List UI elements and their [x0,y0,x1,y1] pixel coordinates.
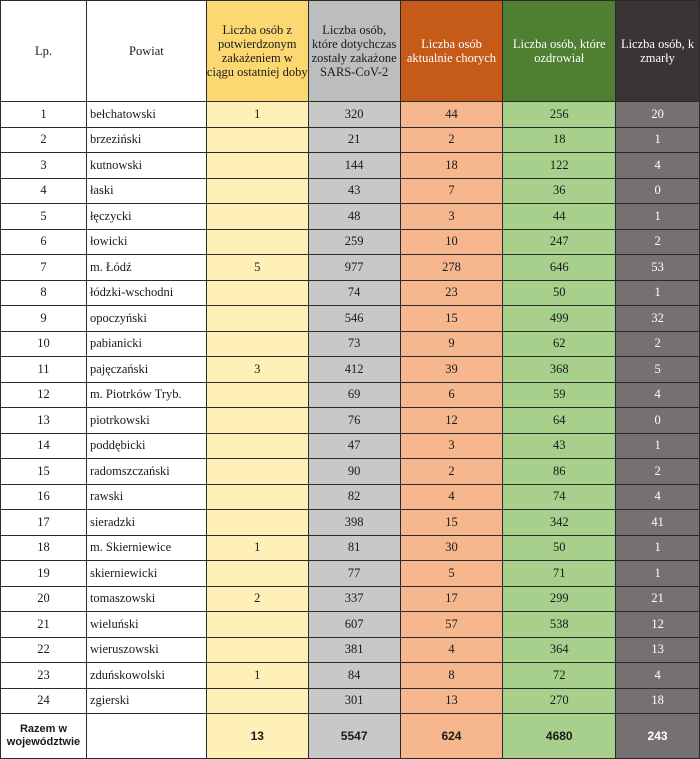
cell-new-cases [206,153,308,179]
cell-total-infected: 69 [308,382,400,408]
cell-deaths: 4 [616,484,700,510]
cell-currently-sick: 3 [400,204,503,230]
cell-total-infected: 412 [308,357,400,383]
cell-new-cases [206,127,308,153]
table-row [1,102,700,128]
table-row [1,586,700,612]
cell-currently-sick: 15 [400,306,503,332]
total-new-cases: 13 [206,714,308,759]
cell-total-infected: 546 [308,306,400,332]
cell-currently-sick: 2 [400,127,503,153]
cell-new-cases [206,331,308,357]
cell-recovered: 71 [503,561,616,587]
cell-deaths: 1 [616,280,700,306]
cell-new-cases [206,510,308,536]
cell-lp: 13 [1,408,87,434]
table-row [1,357,700,383]
cell-currently-sick: 57 [400,612,503,638]
cell-deaths: 2 [616,459,700,485]
cell-recovered: 122 [503,153,616,179]
cell-deaths: 32 [616,306,700,332]
table-row [1,204,700,230]
cell-recovered: 86 [503,459,616,485]
cell-lp: 7 [1,255,87,281]
cell-deaths: 5 [616,357,700,383]
cell-new-cases [206,637,308,663]
cell-new-cases [206,484,308,510]
table-row [1,510,700,536]
cell-powiat: zduńskowolski [86,663,206,689]
cell-powiat: pajęczański [86,357,206,383]
cell-lp: 3 [1,153,87,179]
cell-powiat: radomszczański [86,459,206,485]
total-deaths: 243 [616,714,700,759]
cell-deaths: 1 [616,433,700,459]
cell-lp: 9 [1,306,87,332]
cell-recovered: 247 [503,229,616,255]
cell-currently-sick: 10 [400,229,503,255]
cell-recovered: 59 [503,382,616,408]
header-row [1,1,700,102]
total-powiat-empty [86,714,206,759]
cell-new-cases [206,688,308,714]
table-row [1,153,700,179]
total-currently-sick: 624 [400,714,503,759]
cell-deaths: 4 [616,663,700,689]
cell-new-cases: 3 [206,357,308,383]
cell-currently-sick: 12 [400,408,503,434]
header-new-cases: Liczba osób z potwierdzonym zakażeniem w ciągu ostatniej doby [206,1,308,102]
cell-total-infected: 398 [308,510,400,536]
cell-currently-sick: 2 [400,459,503,485]
header-currently-sick: Liczba osób aktualnie chorych [400,1,503,102]
header-total-infected: Liczba osób, które dotychczas zostały zakażone SARS-CoV-2 [308,1,400,102]
total-row [1,714,700,759]
cell-powiat: opoczyński [86,306,206,332]
cell-new-cases: 1 [206,663,308,689]
cell-new-cases [206,561,308,587]
cell-powiat: piotrkowski [86,408,206,434]
cell-total-infected: 381 [308,637,400,663]
cell-total-infected: 301 [308,688,400,714]
cell-powiat: sieradzki [86,510,206,536]
cell-currently-sick: 39 [400,357,503,383]
cell-deaths: 4 [616,153,700,179]
cell-recovered: 18 [503,127,616,153]
cell-total-infected: 47 [308,433,400,459]
cell-powiat: m. Łódź [86,255,206,281]
cell-deaths: 1 [616,535,700,561]
table-row [1,255,700,281]
table-body [1,102,700,714]
cell-total-infected: 82 [308,484,400,510]
cell-powiat: poddębicki [86,433,206,459]
cell-recovered: 538 [503,612,616,638]
cell-total-infected: 337 [308,586,400,612]
cell-total-infected: 73 [308,331,400,357]
cell-recovered: 44 [503,204,616,230]
table-row [1,408,700,434]
cell-new-cases: 5 [206,255,308,281]
header-powiat: Powiat [86,1,206,102]
total-label: Razem w województwie [1,714,87,759]
cell-new-cases [206,178,308,204]
cell-deaths: 12 [616,612,700,638]
cell-recovered: 364 [503,637,616,663]
cell-recovered: 62 [503,331,616,357]
cell-lp: 14 [1,433,87,459]
cell-currently-sick: 9 [400,331,503,357]
cell-deaths: 18 [616,688,700,714]
cell-total-infected: 144 [308,153,400,179]
cell-currently-sick: 6 [400,382,503,408]
cell-recovered: 256 [503,102,616,128]
header-lp: Lp. [1,1,87,102]
cell-currently-sick: 44 [400,102,503,128]
cell-total-infected: 74 [308,280,400,306]
cell-total-infected: 43 [308,178,400,204]
cell-deaths: 1 [616,204,700,230]
cell-new-cases: 1 [206,535,308,561]
cell-total-infected: 81 [308,535,400,561]
cell-total-infected: 90 [308,459,400,485]
cell-lp: 1 [1,102,87,128]
cell-currently-sick: 8 [400,663,503,689]
cell-deaths: 4 [616,382,700,408]
cell-lp: 16 [1,484,87,510]
table-row [1,433,700,459]
cell-lp: 23 [1,663,87,689]
cell-total-infected: 259 [308,229,400,255]
table-row [1,127,700,153]
cell-powiat: pabianicki [86,331,206,357]
cell-lp: 19 [1,561,87,587]
cell-deaths: 1 [616,561,700,587]
cell-total-infected: 48 [308,204,400,230]
cell-currently-sick: 18 [400,153,503,179]
cell-lp: 8 [1,280,87,306]
cell-deaths: 13 [616,637,700,663]
cell-currently-sick: 15 [400,510,503,536]
cell-powiat: tomaszowski [86,586,206,612]
table-row [1,229,700,255]
cell-deaths: 1 [616,127,700,153]
cell-powiat: łaski [86,178,206,204]
table-row [1,663,700,689]
cell-currently-sick: 5 [400,561,503,587]
cell-lp: 10 [1,331,87,357]
cell-recovered: 368 [503,357,616,383]
cell-powiat: m. Skierniewice [86,535,206,561]
cell-currently-sick: 278 [400,255,503,281]
cell-total-infected: 977 [308,255,400,281]
total-recovered: 4680 [503,714,616,759]
cell-new-cases: 1 [206,102,308,128]
cell-lp: 22 [1,637,87,663]
cell-lp: 12 [1,382,87,408]
cell-recovered: 50 [503,535,616,561]
cell-lp: 2 [1,127,87,153]
cell-powiat: brzeziński [86,127,206,153]
cell-powiat: wieluński [86,612,206,638]
cell-lp: 15 [1,459,87,485]
table-row [1,535,700,561]
cell-total-infected: 76 [308,408,400,434]
cell-total-infected: 320 [308,102,400,128]
cell-currently-sick: 3 [400,433,503,459]
cell-deaths: 0 [616,178,700,204]
header-deaths: Liczba osób, k zmarły [616,1,700,102]
cell-lp: 20 [1,586,87,612]
total-infected: 5547 [308,714,400,759]
cell-currently-sick: 30 [400,535,503,561]
table-row [1,484,700,510]
cell-deaths: 2 [616,331,700,357]
cell-deaths: 53 [616,255,700,281]
cell-recovered: 299 [503,586,616,612]
cell-new-cases [206,382,308,408]
cell-new-cases [206,433,308,459]
table-row [1,382,700,408]
cell-total-infected: 84 [308,663,400,689]
cell-powiat: wieruszowski [86,637,206,663]
cell-new-cases: 2 [206,586,308,612]
cell-recovered: 342 [503,510,616,536]
cell-powiat: bełchatowski [86,102,206,128]
cell-recovered: 270 [503,688,616,714]
cell-recovered: 43 [503,433,616,459]
cell-recovered: 499 [503,306,616,332]
cell-new-cases [206,229,308,255]
table-row [1,306,700,332]
cell-lp: 4 [1,178,87,204]
cell-currently-sick: 17 [400,586,503,612]
cell-powiat: rawski [86,484,206,510]
cell-powiat: łódzki-wschodni [86,280,206,306]
cell-new-cases [206,280,308,306]
table-row [1,637,700,663]
table-row [1,688,700,714]
cell-new-cases [206,408,308,434]
cell-recovered: 50 [503,280,616,306]
cell-recovered: 646 [503,255,616,281]
cell-powiat: skierniewicki [86,561,206,587]
cell-currently-sick: 13 [400,688,503,714]
table-row [1,331,700,357]
table-row [1,561,700,587]
cell-lp: 5 [1,204,87,230]
cell-currently-sick: 4 [400,484,503,510]
cell-currently-sick: 23 [400,280,503,306]
cell-deaths: 20 [616,102,700,128]
cell-new-cases [206,612,308,638]
cell-currently-sick: 7 [400,178,503,204]
cell-lp: 6 [1,229,87,255]
cell-currently-sick: 4 [400,637,503,663]
cell-recovered: 64 [503,408,616,434]
table-row [1,459,700,485]
cell-total-infected: 21 [308,127,400,153]
cell-deaths: 21 [616,586,700,612]
cell-lp: 24 [1,688,87,714]
header-recovered: Liczba osób, które ozdrowiał [503,1,616,102]
table-row [1,612,700,638]
cell-recovered: 72 [503,663,616,689]
table-row [1,178,700,204]
cell-recovered: 36 [503,178,616,204]
cell-powiat: łowicki [86,229,206,255]
cell-powiat: łęczycki [86,204,206,230]
cell-new-cases [206,306,308,332]
cell-new-cases [206,459,308,485]
cell-lp: 11 [1,357,87,383]
cell-deaths: 2 [616,229,700,255]
cell-lp: 17 [1,510,87,536]
cell-powiat: kutnowski [86,153,206,179]
cell-powiat: m. Piotrków Tryb. [86,382,206,408]
cell-total-infected: 607 [308,612,400,638]
cell-lp: 18 [1,535,87,561]
table-row [1,280,700,306]
cell-lp: 21 [1,612,87,638]
cell-new-cases [206,204,308,230]
cell-recovered: 74 [503,484,616,510]
cell-deaths: 41 [616,510,700,536]
cell-deaths: 0 [616,408,700,434]
cell-powiat: zgierski [86,688,206,714]
cell-total-infected: 77 [308,561,400,587]
